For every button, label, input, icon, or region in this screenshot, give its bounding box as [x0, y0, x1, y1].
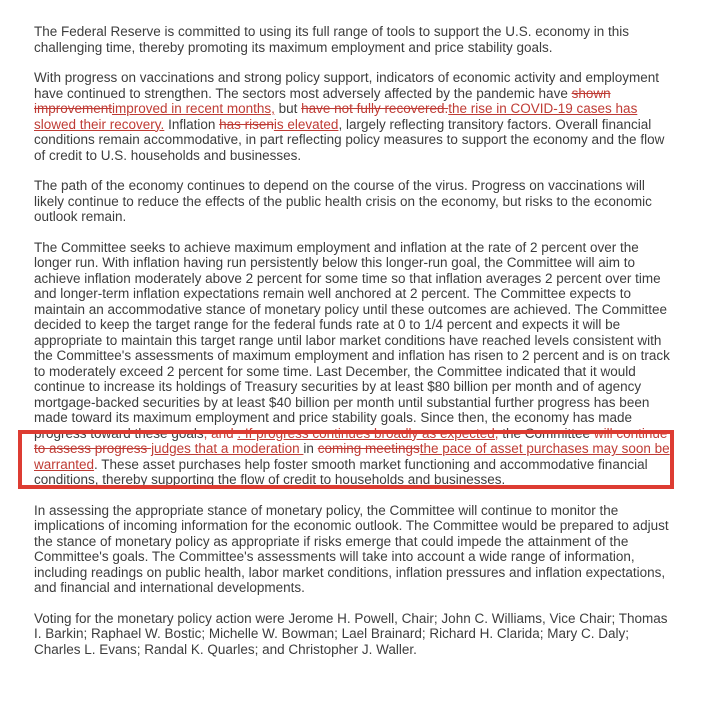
- text-run: the Committee: [498, 425, 594, 441]
- paragraph: [34, 503, 674, 596]
- text-run: The path of the economy continues to depend on the course of the virus. Progress on vaccinations will likely continue to reduce the effects of the public health crisis on the economy, but risks to the economic outlook remain.: [34, 178, 652, 224]
- paragraph: [34, 611, 674, 658]
- inserted-text-run: the rise in COVID-19 cases has slowed their recovery.: [34, 101, 638, 132]
- inserted-text-run: improved in recent months,: [112, 101, 275, 116]
- text-run: With progress on vaccinations and strong policy support, indicators of economic activity and employment have continued to strengthen. The sectors most adversely affected by the pandemic have: [34, 70, 660, 101]
- inserted-text-run: judges that a moderation: [151, 441, 304, 456]
- deleted-text-run: , and: [203, 425, 238, 441]
- text-run: but: [274, 101, 302, 116]
- paragraph: [34, 240, 674, 488]
- deleted-text-run: have not fully recovered.: [301, 101, 449, 116]
- text-run: , largely reflecting transitory factors. Overall financial conditions remain accommodative, in part reflecting policy measures to support the economy and the flow of credit to U.S. households and businesses.: [34, 116, 665, 163]
- text-run: Inflation: [164, 116, 220, 132]
- text-run: Voting for the monetary policy action were Jerome H. Powell, Chair; John C. Williams, Vice Chair; Thomas I. Barkin; Raphael W. Bostic; Michelle W. Bowman; Lael Brainard; Richard H. Clarida; Mary C. Daly; Charles L. Evans; Randal K. Quarles; and Christopher J. Waller.: [34, 610, 668, 657]
- deleted-text-run: has risen: [219, 116, 274, 132]
- inserted-text-run: . If progress continues broadly as expected,: [237, 425, 499, 441]
- document-body: [34, 24, 674, 672]
- inserted-text-run: is elevated: [273, 116, 339, 132]
- paragraph: [34, 24, 674, 55]
- inserted-text-run: the pace of asset purchases may soon be warranted: [34, 441, 670, 472]
- deleted-text-run: will continue to assess progress: [34, 425, 668, 456]
- text-run: In assessing the appropriate stance of monetary policy, the Committee will continue to monitor the implications of incoming information for the economic outlook. The Committee would be prepared to adjust the stance of monetary policy as appropriate if risks emerge that could impede the attainment of the Committee's goals. The Committee's assessments will take into account a wide range of information, including readings on public health, labor market conditions, inflation pressures and inflation expectations, and financial and international developments.: [34, 502, 669, 595]
- text-run: in: [303, 441, 318, 456]
- text-run: . These asset purchases help foster smooth market functioning and accommodative financial conditions, thereby supporting the flow of credit to households and businesses.: [34, 456, 648, 487]
- paragraph: [34, 70, 674, 163]
- deleted-text-run: shown improvement: [34, 85, 611, 116]
- text-run: The Federal Reserve is committed to using its full range of tools to support the U.S. economy in this challenging time, thereby promoting its maximum employment and price stability goals.: [34, 24, 630, 55]
- text-run: The Committee seeks to achieve maximum employment and inflation at the rate of 2 percent over the longer run. With inflation having run persistently below this longer-run goal, the Committee will aim to achieve inflation moderately above 2 percent for some time so that inflation averages 2 percent over time and longer-term inflation expectations remain well anchored at 2 percent. The Committee expects to maintain an accommodative stance of monetary policy until these outcomes are achieved. The Committee decided to keep the target range for the federal funds rate at 0 to 1/4 percent and expects it will be appropriate to maintain this target range until labor market conditions have reached levels consistent with the Committee's assessments of maximum employment and inflation has risen to 2 percent and is on track to moderately exceed 2 percent for some time. Last December, the Committee indicated that it would continue to increase its holdings of Treasury securities by at least $80 billion per month and of agency mortgage-backed securities by at least $40 billion per month until substantial further progress has been made toward its maximum employment and price stability goals. Since then, the economy has made progress toward these goals: [34, 239, 670, 441]
- paragraph: [34, 178, 674, 225]
- deleted-text-run: coming meetings: [317, 441, 420, 456]
